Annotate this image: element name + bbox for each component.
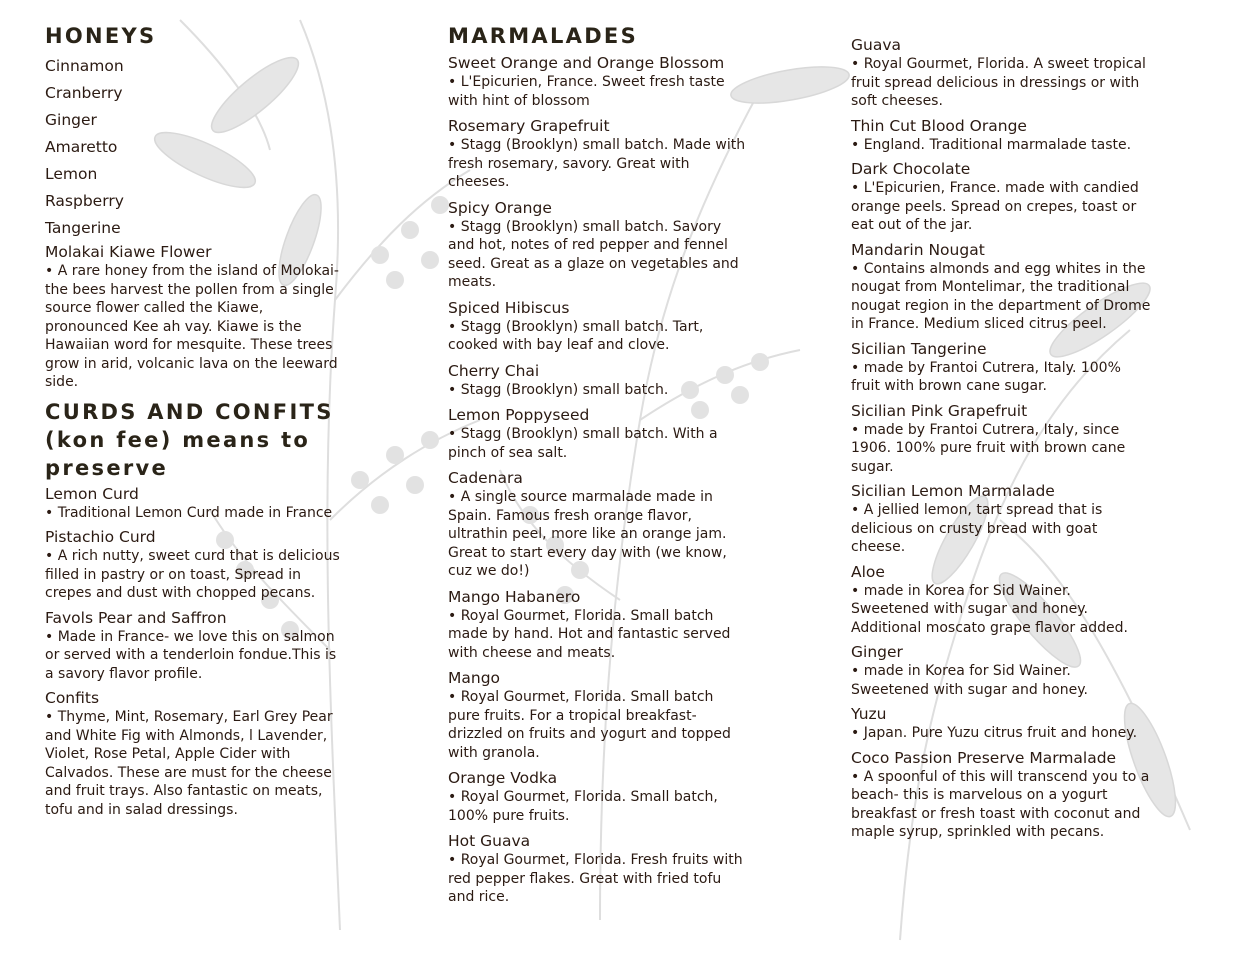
marmalade-item	[851, 481, 1151, 557]
item-name: Lemon Curd	[45, 484, 139, 503]
item-description: • A jellied lemon, tart spread that is delicious on crusty bread with goat cheese.	[851, 502, 1103, 555]
curd-item	[45, 484, 340, 523]
curds-heading-line: preserve	[45, 455, 169, 480]
item-description: • Traditional Lemon Curd made in France	[45, 504, 333, 521]
item-description: • Royal Gourmet, Florida. Small batch made by hand. Hot and fantastic served with cheese and meats.	[448, 607, 731, 661]
item-name: Aloe	[851, 562, 885, 581]
item-name: Favols Pear and Saffron	[45, 608, 227, 627]
curds-heading-line: (kon fee) means to	[45, 427, 311, 452]
honey-item: Cinnamon	[45, 57, 124, 75]
marmalade-item	[851, 159, 1151, 235]
item-description: • Royal Gourmet, Florida. Small batch, 100% pure fruits.	[448, 789, 718, 824]
marmalade-item	[851, 704, 1151, 743]
item-description: • made in Korea for Sid Wainer. Sweetened with sugar and honey.	[851, 663, 1088, 698]
column-marmalades	[448, 22, 748, 913]
item-description: • Made in France- we love this on salmon or served with a tenderloin fondue.This is a savory flavor profile.	[45, 628, 337, 682]
item-name: Pistachio Curd	[45, 528, 156, 546]
marmalade-item	[851, 748, 1151, 842]
item-description: • Stagg (Brooklyn) small batch. Made with fresh rosemary, savory. Great with cheeses.	[448, 137, 746, 190]
item-description: • made in Korea for Sid Wainer. Sweetened with sugar and honey. Additional moscato grape flavor added.	[851, 582, 1128, 636]
column-honeys-curds	[45, 22, 340, 824]
marmalade-item	[851, 35, 1151, 111]
marmalade-item	[448, 405, 748, 462]
item-description: • Contains almonds and egg whites in the nougat from Montelimar, the traditional nougat region in the department of Drome in France. Medium sliced citrus peel.	[851, 260, 1151, 332]
item-description: • A rich nutty, sweet curd that is delicious filled in pastry or on toast, Spread in crepes and dust with chopped pecans.	[45, 548, 340, 601]
marmalade-item	[851, 642, 1151, 699]
item-description: • L'Epicurien, France. Sweet fresh taste with hint of blossom	[448, 74, 725, 109]
item-name: Mango Habanero	[448, 587, 581, 606]
item-description: • Japan. Pure Yuzu citrus fruit and honey.	[851, 725, 1138, 741]
item-description: • Royal Gourmet, Florida. Small batch pure fruits. For a tropical breakfast-drizzled on fruits and yogurt and topped with granola.	[448, 689, 731, 761]
honey-item: Ginger	[45, 111, 97, 129]
item-name: Yuzu	[851, 705, 887, 723]
item-name: Spiced Hibiscus	[448, 298, 570, 317]
marmalade-item	[448, 668, 748, 762]
item-description: • made by Frantoi Cutrera, Italy. 100% fruit with brown cane sugar.	[851, 359, 1121, 394]
item-name: Sicilian Pink Grapefruit	[851, 401, 1028, 420]
item-description: • A spoonful of this will transcend you to a beach- this is marvelous on a yogurt breakfast or fresh toast with coconut and maple syrup, sprinkled with pecans.	[851, 768, 1150, 840]
item-name: Dark Chocolate	[851, 160, 971, 178]
item-name: Spicy Orange	[448, 198, 552, 217]
marmalade-item	[851, 562, 1151, 638]
column-more-marmalades	[851, 35, 1151, 847]
marmalade-item	[448, 198, 748, 292]
item-name: Cherry Chai	[448, 361, 540, 380]
item-name: Sweet Orange and Orange Blossom	[448, 54, 725, 72]
item-name: Molakai Kiawe Flower	[45, 243, 212, 261]
item-name: Mango	[448, 669, 501, 687]
item-description: • made by Frantoi Cutrera, Italy, since 1906. 100% pure fruit with brown cane sugar.	[851, 421, 1126, 475]
curd-item	[45, 688, 340, 819]
curds-heading-line: CURDS AND CONFITS	[45, 399, 334, 424]
item-description: • England. Traditional marmalade taste.	[851, 136, 1132, 153]
item-name: Lemon Poppyseed	[448, 406, 590, 424]
marmalade-item	[851, 401, 1151, 477]
marmalade-item	[448, 116, 748, 192]
item-description: • Thyme, Mint, Rosemary, Earl Grey Pear and White Fig with Almonds, l Lavender, Violet, Rose Petal, Apple Cider with Calvados. These are must for the cheese and fruit trays. Also fantastic on meats, tofu and in salad dressings.	[45, 709, 333, 818]
marmalades-heading: MARMALADES	[448, 24, 639, 48]
item-description: • Royal Gourmet, Florida. A sweet tropical fruit spread delicious in dressings or with soft cheeses.	[851, 56, 1146, 109]
item-name: Hot Guava	[448, 832, 531, 850]
item-name: Cadenara	[448, 469, 523, 487]
item-name: Thin Cut Blood Orange	[851, 116, 1027, 135]
item-name: Rosemary Grapefruit	[448, 117, 610, 135]
item-description: • Stagg (Brooklyn) small batch.	[448, 381, 669, 398]
item-description: • Stagg (Brooklyn) small batch. Savory and hot, notes of red pepper and fennel seed. Great as a glaze on vegetables and meats.	[448, 218, 739, 290]
honey-item: Cranberry	[45, 84, 123, 102]
item-name: Guava	[851, 36, 902, 54]
curd-item	[45, 608, 340, 684]
item-name: Coco Passion Preserve Marmalade	[851, 748, 1117, 767]
curds-heading	[45, 398, 340, 482]
honey-item: Tangerine	[45, 219, 121, 237]
item-name: Orange Vodka	[448, 769, 558, 787]
honey-item: Raspberry	[45, 192, 124, 210]
marmalade-item	[448, 53, 748, 110]
honey-item: Lemon	[45, 165, 98, 183]
marmalade-item	[851, 339, 1151, 396]
item-description: • A single source marmalade made in Spain. Famous fresh orange flavor, ultrathin peel, more like an orange jam. Great to start every day with (we know, cuz we do!)	[448, 489, 727, 579]
item-name: Mandarin Nougat	[851, 240, 985, 259]
marmalade-item	[851, 240, 1151, 334]
item-description: • A rare honey from the island of Molokai- the bees harvest the pollen from a single source flower called the Kiawe, pronounced Kee ah vay. Kiawe is the Hawaiian word for mesquite. These trees grow in arid, volcanic lava on the leeward side.	[45, 263, 339, 390]
marmalade-item	[448, 361, 748, 400]
honeys-heading: HONEYS	[45, 24, 157, 48]
item-name: Confits	[45, 689, 100, 707]
item-description: • Royal Gourmet, Florida. Fresh fruits with red pepper flakes. Great with fried tofu and rice.	[448, 852, 743, 905]
item-description: • L'Epicurien, France. made with candied orange peels. Spread on crepes, toast or eat out of the jar.	[851, 180, 1139, 233]
marmalade-item	[448, 468, 748, 581]
honey-featured-item	[45, 242, 340, 392]
item-description: • Stagg (Brooklyn) small batch. With a pinch of sea salt.	[448, 426, 718, 461]
honey-list	[45, 53, 340, 242]
item-name: Ginger	[851, 643, 903, 661]
marmalade-item	[448, 831, 748, 907]
item-description: • Stagg (Brooklyn) small batch. Tart, cooked with bay leaf and clove.	[448, 318, 704, 353]
curd-item	[45, 527, 340, 603]
honey-item: Amaretto	[45, 138, 118, 156]
item-name: Sicilian Tangerine	[851, 339, 987, 358]
marmalade-item	[851, 116, 1151, 155]
item-name: Sicilian Lemon Marmalade	[851, 482, 1055, 500]
marmalade-item	[448, 768, 748, 825]
marmalade-item	[448, 298, 748, 355]
marmalade-item	[448, 587, 748, 663]
